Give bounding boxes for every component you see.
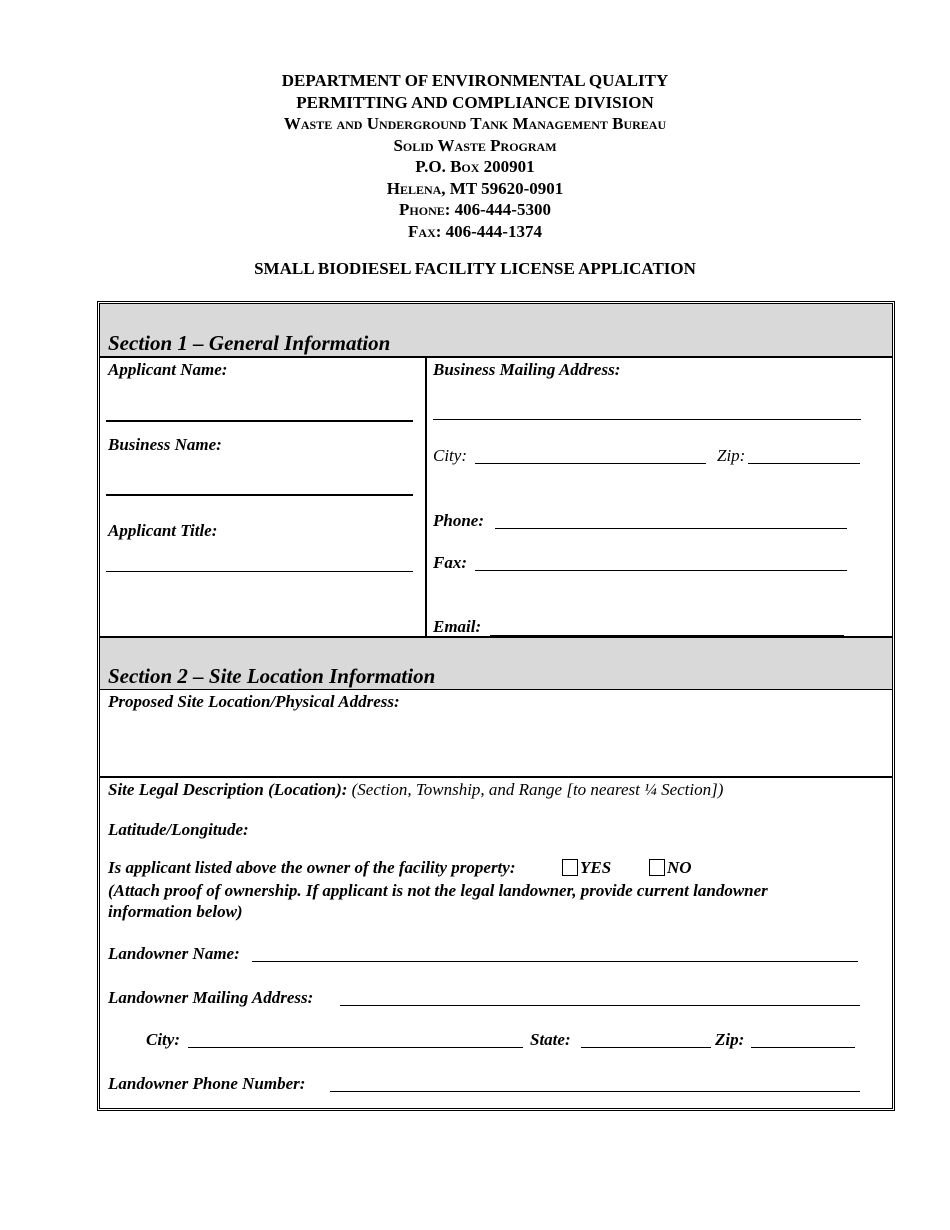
landowner-name-field[interactable] bbox=[252, 961, 858, 962]
phone-field[interactable] bbox=[495, 528, 847, 529]
phone-label: Phone: bbox=[433, 511, 484, 530]
attach-note: (Attach proof of ownership. If applicant is not the legal landowner, provide current landowner information below) bbox=[108, 881, 768, 921]
no-label: NO bbox=[667, 858, 692, 877]
landowner-zip-label: Zip: bbox=[715, 1030, 745, 1049]
landowner-state-label: State: bbox=[530, 1030, 571, 1049]
column-divider bbox=[425, 356, 427, 636]
header-division: PERMITTING AND COMPLIANCE DIVISION bbox=[296, 92, 654, 112]
proposed-site-label: Proposed Site Location/Physical Address: bbox=[108, 692, 400, 711]
legal-description-label: Site Legal Description (Location): bbox=[108, 780, 348, 799]
header-program: Solid Waste Program bbox=[393, 135, 557, 155]
header-city: Helena, MT 59620-0901 bbox=[386, 178, 564, 198]
divider bbox=[100, 689, 892, 690]
landowner-phone-field[interactable] bbox=[330, 1091, 860, 1092]
business-name-field[interactable] bbox=[106, 494, 413, 496]
legal-description-note: (Section, Township, and Range [to nearest ¼ Section]) bbox=[351, 780, 724, 799]
application-form bbox=[97, 301, 895, 1111]
yes-label: YES bbox=[580, 858, 612, 877]
zip-label: Zip: bbox=[717, 446, 746, 465]
business-mailing-address-label: Business Mailing Address: bbox=[433, 360, 621, 379]
section1-title: Section 1 – General Information bbox=[108, 331, 391, 355]
divider bbox=[100, 776, 892, 778]
header-phone: Phone: 406-444-5300 bbox=[399, 200, 551, 219]
landowner-phone-label: Landowner Phone Number: bbox=[108, 1074, 306, 1093]
zip-field[interactable] bbox=[748, 463, 860, 464]
header-bureau: Waste and Underground Tank Management Bureau bbox=[283, 114, 667, 133]
business-name-label: Business Name: bbox=[108, 435, 222, 454]
applicant-title-label: Applicant Title: bbox=[108, 521, 218, 540]
landowner-name-label: Landowner Name: bbox=[108, 944, 240, 963]
no-checkbox[interactable] bbox=[649, 859, 665, 876]
header-po-box: P.O. Box 200901 bbox=[415, 157, 535, 176]
header-fax: Fax: 406-444-1374 bbox=[408, 221, 542, 241]
city-label: City: bbox=[433, 446, 467, 465]
landowner-state-field[interactable] bbox=[581, 1047, 711, 1048]
fax-field[interactable] bbox=[475, 570, 847, 571]
landowner-mailing-label: Landowner Mailing Address: bbox=[108, 988, 314, 1007]
landowner-city-field[interactable] bbox=[188, 1047, 523, 1048]
section1-header bbox=[100, 304, 892, 356]
section2-header bbox=[100, 638, 892, 689]
divider bbox=[100, 356, 892, 358]
email-label: Email: bbox=[433, 617, 482, 636]
fax-label: Fax: bbox=[433, 553, 467, 572]
agency-header bbox=[0, 70, 950, 242]
city-field[interactable] bbox=[475, 463, 706, 464]
landowner-zip-field[interactable] bbox=[751, 1047, 855, 1048]
header-department: DEPARTMENT OF ENVIRONMENTAL QUALITY bbox=[281, 71, 669, 90]
owner-question: Is applicant listed above the owner of the facility property: bbox=[108, 858, 516, 877]
landowner-city-label: City: bbox=[146, 1030, 180, 1049]
business-mailing-address-field[interactable] bbox=[433, 419, 861, 420]
landowner-mailing-field[interactable] bbox=[340, 1005, 860, 1006]
page-title: SMALL BIODIESEL FACILITY LICENSE APPLICATION bbox=[254, 259, 696, 278]
section2-title: Section 2 – Site Location Information bbox=[108, 664, 436, 688]
legal-description bbox=[108, 780, 723, 800]
applicant-name-field[interactable] bbox=[106, 420, 413, 422]
yes-checkbox[interactable] bbox=[562, 859, 578, 876]
lat-long-label: Latitude/Longitude: bbox=[108, 820, 249, 839]
applicant-title-field[interactable] bbox=[106, 571, 413, 572]
applicant-name-label: Applicant Name: bbox=[108, 360, 228, 379]
